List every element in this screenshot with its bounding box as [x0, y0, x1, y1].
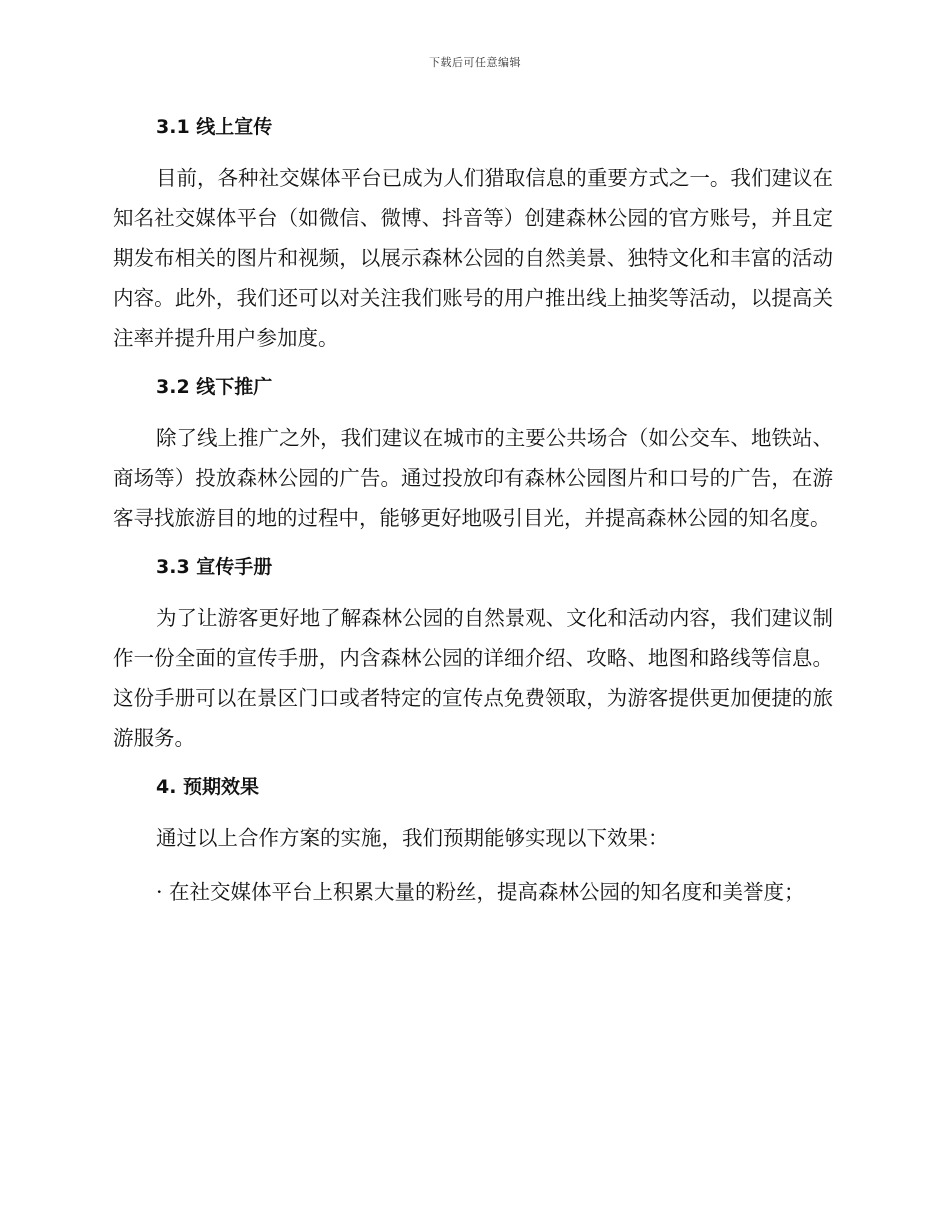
section-heading: 3.2 线下推广 [156, 376, 273, 398]
section-paragraph: 目前，各种社交媒体平台已成为人们猎取信息的重要方式之一。我们建议在知名社交媒体平台（如微信、微博、抖音等）创建森林公园的官方账号，并且定期发布相关的图片和视频，以展示森林公园的自然美景、独特文化和丰富的活动内容。此外，我们还可以对关注我们账号的用户推出线上抽奖等活动，以提高关注率并提升用户参加度。 [113, 166, 833, 350]
section-heading: 4. 预期效果 [156, 776, 260, 798]
header-note: 下载后可任意编辑 [429, 56, 521, 69]
section-paragraph: 通过以上合作方案的实施，我们预期能够实现以下效果： [156, 826, 669, 850]
section-heading: 3.3 宣传手册 [156, 556, 273, 578]
section-heading: 3.1 线上宣传 [156, 116, 273, 138]
section-brochure [113, 552, 833, 758]
section-online-promotion [113, 112, 833, 358]
section-offline-promotion [113, 372, 833, 538]
section-expected-results [113, 772, 833, 912]
bullet-item: · 在社交媒体平台上积累大量的粉丝，提高森林公园的知名度和美誉度； [156, 880, 805, 904]
section-paragraph: 除了线上推广之外，我们建议在城市的主要公共场合（如公交车、地铁站、商场等）投放森林公园的广告。通过投放印有森林公园图片和口号的广告，在游客寻找旅游目的地的过程中，能够更好地吸引目光，并提高森林公园的知名度。 [113, 426, 833, 530]
document-body [113, 112, 833, 912]
section-paragraph: 为了让游客更好地了解森林公园的自然景观、文化和活动内容，我们建议制作一份全面的宣传手册，内含森林公园的详细介绍、攻略、地图和路线等信息。这份手册可以在景区门口或者特定的宣传点免费领取，为游客提供更加便捷的旅游服务。 [113, 606, 833, 750]
